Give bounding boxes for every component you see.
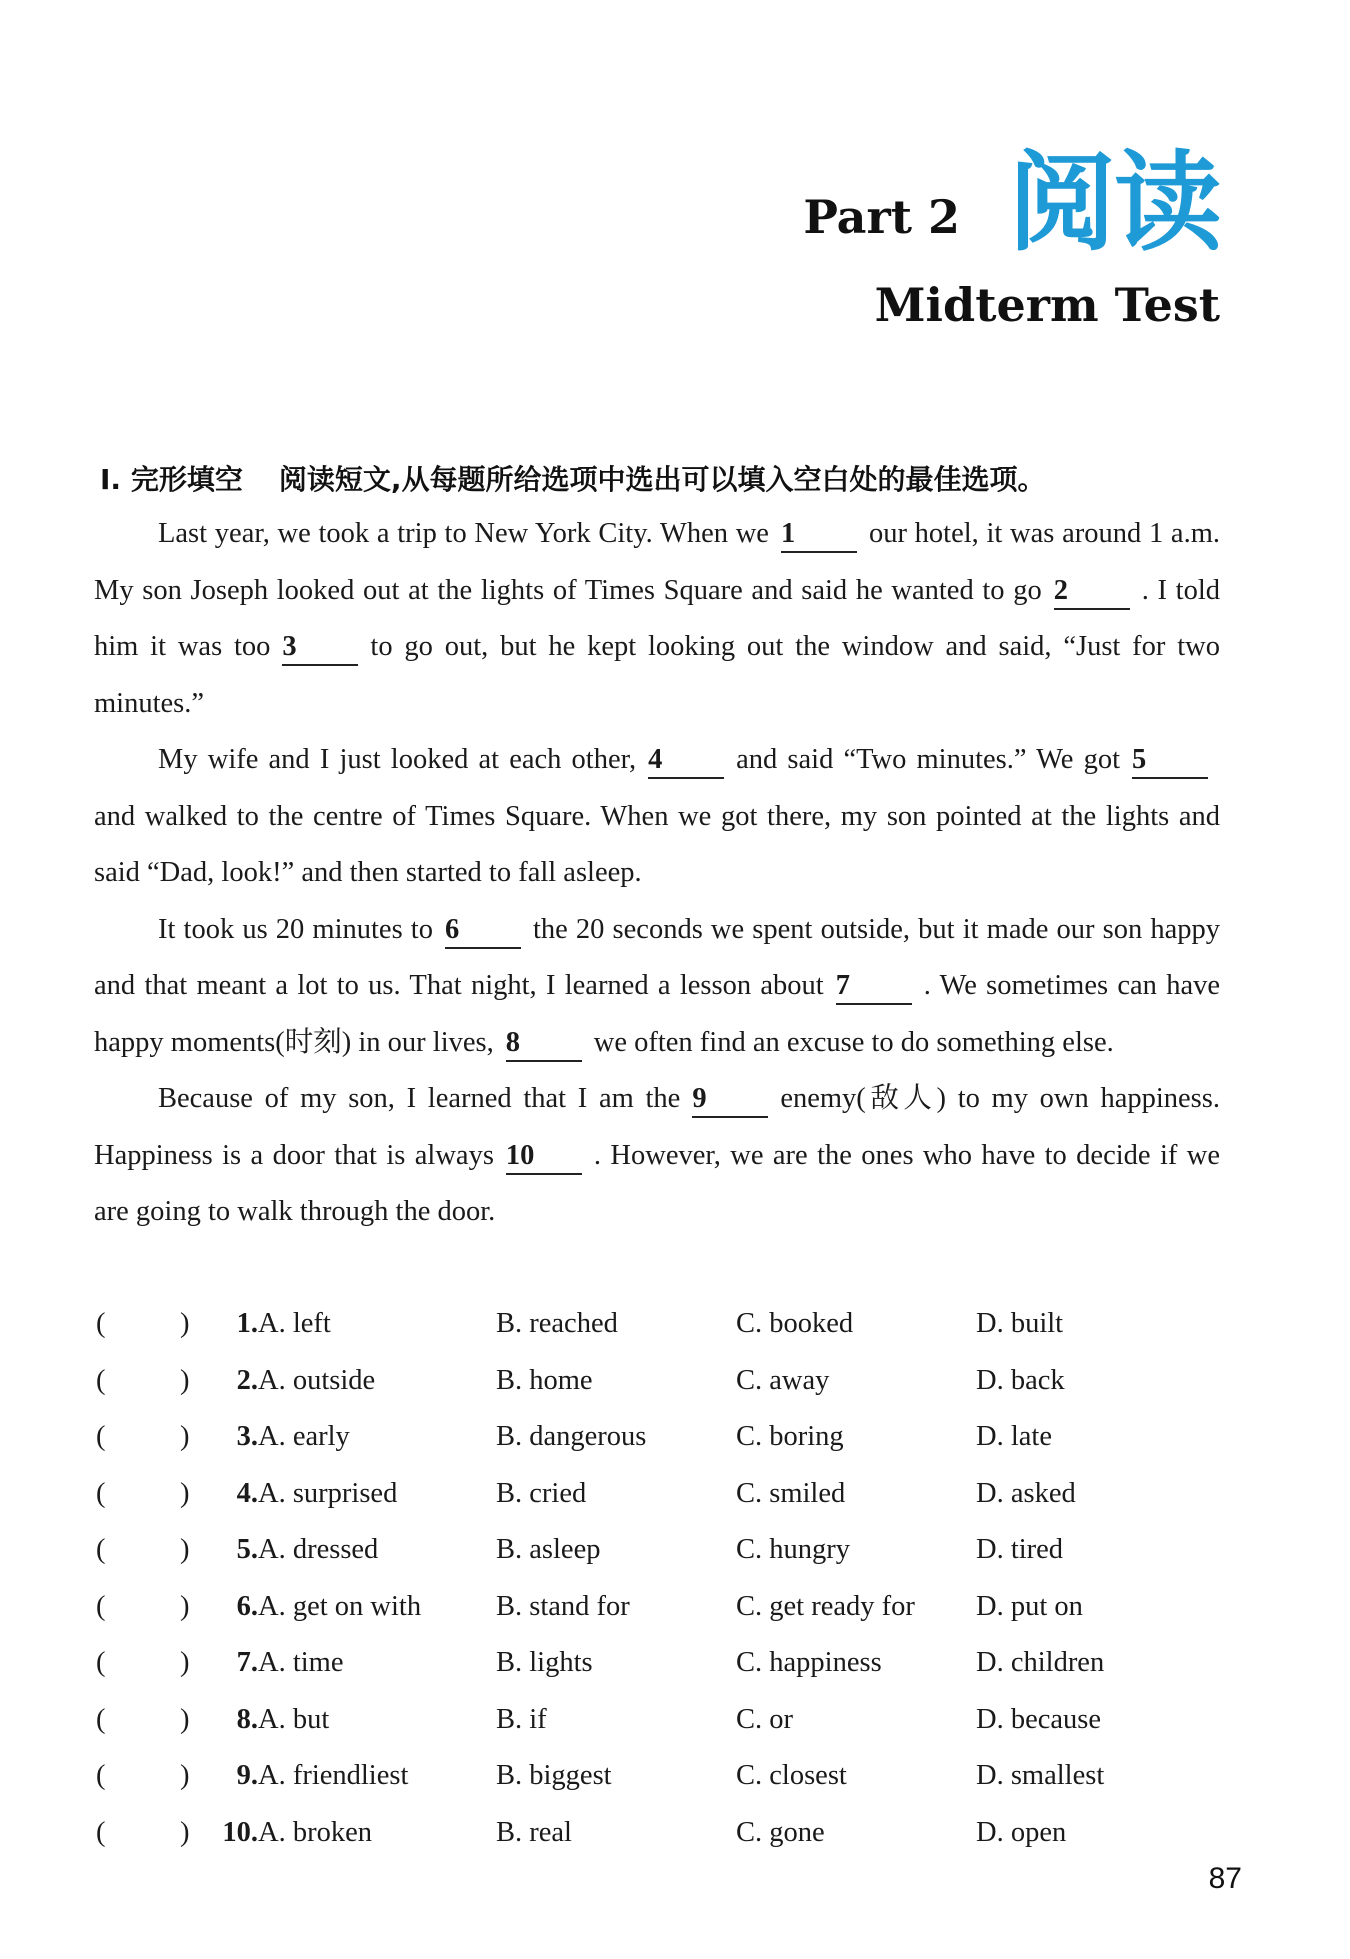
option-c: C. booked xyxy=(736,1308,854,1339)
section-name: 完形填空 xyxy=(130,463,243,496)
option-d: D. tired xyxy=(976,1534,1064,1565)
option-b: B. home xyxy=(496,1364,593,1396)
question-number: 5. xyxy=(236,1534,258,1565)
part-label: Part 2 xyxy=(803,190,960,244)
option-a: A. friendliest xyxy=(258,1760,409,1791)
section-heading xyxy=(100,458,1045,498)
answer-paren-close: ) xyxy=(180,1421,190,1452)
reading-passage xyxy=(94,506,1220,1241)
question-number: 6. xyxy=(236,1590,258,1622)
option-b: B. stand for xyxy=(496,1590,630,1622)
answer-paren-open: ( xyxy=(96,1760,106,1791)
question-row xyxy=(96,1466,1226,1523)
blank-2: 2 xyxy=(1054,574,1130,610)
option-c: C. or xyxy=(736,1703,793,1735)
option-d: D. children xyxy=(976,1647,1105,1678)
option-b: B. asleep xyxy=(496,1534,601,1565)
option-a: A. but xyxy=(258,1703,330,1735)
answer-paren-close: ) xyxy=(180,1647,190,1678)
passage-text: Last year, we took a trip to New York City. When we xyxy=(158,518,769,549)
question-row xyxy=(96,1805,1226,1862)
question-number: 9. xyxy=(236,1760,258,1791)
option-d: D. put on xyxy=(976,1590,1083,1622)
section-instruction: 阅读短文,从每题所给选项中选出可以填入空白处的最佳选项。 xyxy=(278,463,1046,496)
question-row xyxy=(96,1748,1226,1805)
page-header xyxy=(803,141,1220,332)
part-title: 阅读 xyxy=(1007,141,1220,266)
option-b: B. dangerous xyxy=(496,1421,647,1452)
question-number: 1. xyxy=(236,1308,258,1339)
passage-text: My wife and I just looked at each other, xyxy=(158,744,637,775)
option-b: B. reached xyxy=(496,1308,618,1339)
option-c: C. closest xyxy=(736,1760,847,1791)
blank-6: 6 xyxy=(445,913,521,949)
option-a: A. dressed xyxy=(258,1534,379,1565)
option-a: A. get on with xyxy=(258,1590,422,1622)
option-d: D. asked xyxy=(976,1477,1076,1509)
passage-text: and said “Two minutes.” We got xyxy=(736,744,1120,775)
option-d: D. built xyxy=(976,1308,1064,1339)
passage-text: the 20 seconds we spent outside, but it made our son happy and that meant a lot to us. That night, I learned a lesson about xyxy=(94,913,1220,1001)
answer-paren-close: ) xyxy=(180,1760,190,1791)
blank-7: 7 xyxy=(836,969,912,1005)
passage-text: our hotel, it was around 1 a.m. My son Joseph looked out at the lights of Times Square and said he wanted to go xyxy=(94,518,1220,606)
passage-text: It took us 20 minutes to xyxy=(158,913,433,945)
option-a: A. time xyxy=(258,1647,344,1678)
option-d: D. late xyxy=(976,1421,1052,1452)
passage-text: Because of my son, I learned that I am the xyxy=(158,1083,681,1114)
section-number: Ⅰ. xyxy=(100,463,122,496)
option-a: A. surprised xyxy=(258,1477,398,1509)
passage-text: . I told him it was too xyxy=(94,574,1220,662)
blank-3: 3 xyxy=(282,630,358,666)
question-row xyxy=(96,1353,1226,1410)
blank-10: 10 xyxy=(506,1139,582,1175)
passage-paragraph-2 xyxy=(94,732,1220,902)
option-b: B. lights xyxy=(496,1647,593,1678)
passage-text: we often find an excuse to do something else. xyxy=(593,1026,1114,1058)
answer-paren-close: ) xyxy=(180,1590,190,1622)
option-b: B. if xyxy=(496,1703,547,1735)
option-b: B. cried xyxy=(496,1477,587,1509)
option-a: A. broken xyxy=(258,1816,372,1848)
option-a: A. early xyxy=(258,1421,350,1452)
question-row xyxy=(96,1692,1226,1749)
option-c: C. away xyxy=(736,1364,830,1396)
blank-1: 1 xyxy=(781,517,857,553)
test-subtitle: Midterm Test xyxy=(874,278,1220,332)
answer-paren-open: ( xyxy=(96,1364,106,1396)
question-number: 2. xyxy=(236,1364,258,1396)
option-c: C. smiled xyxy=(736,1477,846,1509)
option-c: C. get ready for xyxy=(736,1590,915,1622)
answer-paren-open: ( xyxy=(96,1534,106,1565)
blank-8: 8 xyxy=(506,1026,582,1062)
question-number: 8. xyxy=(236,1703,258,1735)
question-row xyxy=(96,1522,1226,1579)
option-c: C. boring xyxy=(736,1421,844,1452)
question-row xyxy=(96,1409,1226,1466)
part-row xyxy=(803,141,1220,266)
blank-9: 9 xyxy=(692,1082,768,1118)
option-a: A. outside xyxy=(258,1364,376,1396)
blank-5: 5 xyxy=(1132,743,1208,779)
answer-paren-close: ) xyxy=(180,1364,190,1396)
option-b: B. biggest xyxy=(496,1760,612,1791)
passage-text: to go out, but he kept looking out the window and said, “Just for two minutes.” xyxy=(94,631,1220,719)
passage-text: and walked to the centre of Times Square. When we got there, my son pointed at the lights and said “Dad, look!” and then started to fall asleep. xyxy=(94,800,1220,888)
question-row xyxy=(96,1635,1226,1692)
answer-paren-open: ( xyxy=(96,1590,106,1622)
blank-4: 4 xyxy=(648,743,724,779)
option-a: A. left xyxy=(258,1308,331,1339)
passage-paragraph-3 xyxy=(94,902,1220,1072)
answer-paren-open: ( xyxy=(96,1816,106,1848)
answer-paren-close: ) xyxy=(180,1703,190,1735)
answer-paren-close: ) xyxy=(180,1534,190,1565)
page-number: 87 xyxy=(1208,1862,1242,1895)
answer-paren-close: ) xyxy=(180,1477,190,1509)
question-number: 7. xyxy=(236,1647,258,1678)
option-b: B. real xyxy=(496,1816,572,1848)
option-c: C. happiness xyxy=(736,1647,882,1678)
passage-text: enemy(敌人) to my own happiness. Happiness is a door that is always xyxy=(94,1083,1220,1171)
option-d: D. open xyxy=(976,1816,1067,1848)
answer-paren-close: ) xyxy=(180,1308,190,1339)
option-d: D. back xyxy=(976,1364,1065,1396)
passage-text: . We sometimes can have happy moments(时刻) in our lives, xyxy=(94,970,1220,1058)
answer-paren-open: ( xyxy=(96,1477,106,1509)
question-number: 10. xyxy=(222,1816,258,1848)
answer-paren-open: ( xyxy=(96,1421,106,1452)
option-c: C. hungry xyxy=(736,1534,850,1565)
answer-paren-open: ( xyxy=(96,1647,106,1678)
question-row xyxy=(96,1579,1226,1636)
answer-paren-open: ( xyxy=(96,1703,106,1735)
option-c: C. gone xyxy=(736,1816,825,1848)
question-list xyxy=(96,1296,1226,1861)
option-d: D. because xyxy=(976,1703,1102,1735)
option-d: D. smallest xyxy=(976,1760,1105,1791)
question-row xyxy=(96,1296,1226,1353)
passage-paragraph-1 xyxy=(94,506,1220,732)
passage-paragraph-4 xyxy=(94,1071,1220,1241)
answer-paren-open: ( xyxy=(96,1308,106,1339)
question-number: 4. xyxy=(236,1477,258,1509)
question-number: 3. xyxy=(236,1421,258,1452)
answer-paren-close: ) xyxy=(180,1816,190,1848)
passage-text: . However, we are the ones who have to decide if we are going to walk through the door. xyxy=(94,1139,1220,1227)
